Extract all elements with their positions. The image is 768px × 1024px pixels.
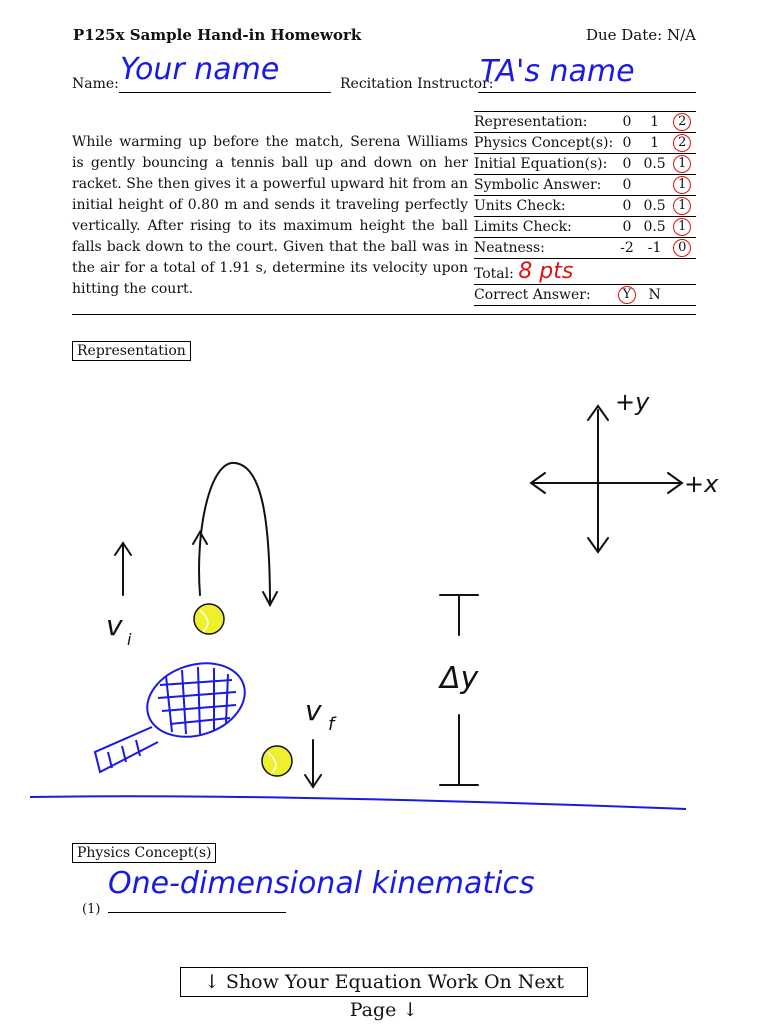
rubric-option-a: 0 [613, 196, 641, 217]
displacement-bottom [440, 715, 478, 785]
rubric-option-a: 0 [613, 175, 641, 196]
correct-label: Correct Answer: [474, 285, 613, 306]
concept-answer-line [108, 912, 286, 913]
tennis-ball-top [194, 604, 224, 634]
concept-number: (1) [82, 902, 101, 917]
rubric-row [474, 175, 696, 196]
rubric-option-b: 0.5 [641, 196, 669, 217]
rubric-option-b: 0.5 [641, 154, 669, 175]
rubric-option-a: -2 [613, 238, 641, 259]
delta-y-label: Δy [440, 661, 479, 696]
rubric-score-circle: 1 [673, 155, 691, 173]
instructor-label: Recitation Instructor: [340, 76, 494, 92]
rubric-option-c[interactable] [668, 196, 696, 217]
rubric-correct-row [474, 285, 696, 306]
rubric-option-a: 0 [613, 154, 641, 175]
rubric-row [474, 112, 696, 133]
rubric-label: Symbolic Answer: [474, 175, 613, 196]
name-line [119, 92, 331, 93]
rubric-row [474, 196, 696, 217]
next-page-note: ↓ Show Your Equation Work On Next Page ↓ [180, 967, 588, 997]
rubric-label: Representation: [474, 112, 613, 133]
trajectory-path [199, 463, 270, 605]
rubric-option-c[interactable] [668, 154, 696, 175]
rubric-table [474, 111, 696, 306]
representation-section-label: Representation [72, 341, 191, 361]
correct-yes-option[interactable] [613, 285, 641, 306]
correct-yes-circle: Y [618, 286, 636, 304]
rubric-score-circle: 1 [673, 176, 691, 194]
rubric-score-circle: 2 [673, 113, 691, 131]
vi-subscript: i [127, 630, 132, 649]
rubric-option-b [641, 175, 669, 196]
correct-no-option[interactable]: N [641, 285, 669, 306]
rubric-total-row [474, 259, 696, 285]
rubric-label: Limits Check: [474, 217, 613, 238]
rubric-score-circle: 1 [673, 218, 691, 236]
representation-sketch [0, 380, 768, 820]
section-divider [72, 314, 696, 315]
ground-line [30, 796, 686, 809]
rubric-row [474, 154, 696, 175]
problem-statement: While warming up before the match, Serena Williams is gently bouncing a tennis ball up and down on her racket. She then gives it a powerful upward hit from an initial height of 0.80 m and sends it traveling perfectly vertically. After rising to its maximum height the ball falls back down to the court. Given that the ball was in the air for a total of 1.91 s, determine its velocity upon hitting the court. [72, 134, 468, 297]
name-label: Name: [72, 76, 119, 92]
displacement-top [440, 595, 478, 635]
rubric-label: Units Check: [474, 196, 613, 217]
plus-x-label: +x [684, 470, 719, 498]
total-value: 8 pts [518, 259, 574, 284]
rubric-option-a: 0 [613, 217, 641, 238]
rubric-score-circle: 1 [673, 197, 691, 215]
instructor-value[interactable]: TA's name [480, 54, 635, 89]
rubric-option-c[interactable] [668, 175, 696, 196]
instructor-line [478, 92, 696, 93]
rubric-option-c[interactable] [668, 112, 696, 133]
rubric-row [474, 217, 696, 238]
rubric-option-a: 0 [613, 133, 641, 154]
name-value[interactable]: Your name [120, 52, 280, 87]
rubric-option-b: -1 [641, 238, 669, 259]
physics-concepts-section-label: Physics Concept(s) [72, 843, 216, 863]
total-label: Total: [474, 266, 514, 282]
concept-answer[interactable]: One-dimensional kinematics [108, 866, 535, 901]
rubric-score-circle: 2 [673, 134, 691, 152]
plus-y-label: +y [615, 388, 650, 416]
rubric-label: Physics Concept(s): [474, 133, 613, 154]
rubric-option-b: 1 [641, 133, 669, 154]
rubric-option-c[interactable] [668, 133, 696, 154]
rubric-row [474, 238, 696, 259]
rubric-option-a: 0 [613, 112, 641, 133]
rubric-option-b: 1 [641, 112, 669, 133]
rubric-row [474, 133, 696, 154]
vf-subscript: f [328, 714, 335, 735]
due-date: Due Date: N/A [585, 26, 696, 44]
rubric-option-b: 0.5 [641, 217, 669, 238]
rubric-label: Initial Equation(s): [474, 154, 613, 175]
rubric-option-c[interactable] [668, 238, 696, 259]
homework-title: P125x Sample Hand-in Homework [73, 26, 362, 44]
tennis-ball-bottom [262, 746, 292, 776]
rubric-label: Neatness: [474, 238, 613, 259]
vi-symbol: v [106, 609, 123, 642]
rubric-score-circle: 0 [673, 239, 691, 257]
vf-symbol: v [305, 694, 322, 727]
rubric-option-c[interactable] [668, 217, 696, 238]
racket-icon [95, 651, 254, 772]
